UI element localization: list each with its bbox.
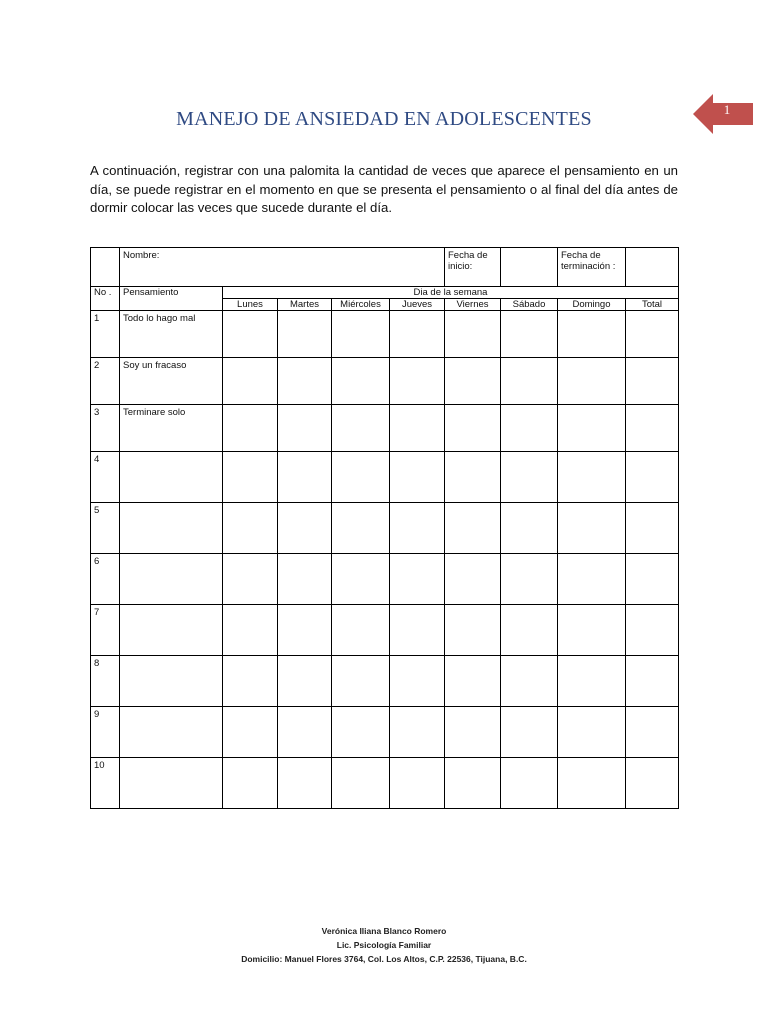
tally-cell[interactable] bbox=[626, 707, 679, 758]
table-subheader-row bbox=[91, 287, 679, 299]
tally-cell[interactable] bbox=[501, 503, 558, 554]
tally-cell[interactable] bbox=[390, 311, 445, 358]
tally-cell[interactable] bbox=[501, 358, 558, 405]
thought-cell[interactable]: Terminare solo bbox=[120, 405, 223, 452]
fecha-terminacion-label: Fecha de terminación : bbox=[558, 248, 626, 287]
tally-cell[interactable] bbox=[558, 405, 626, 452]
tally-cell[interactable] bbox=[445, 605, 501, 656]
row-number: 10 bbox=[91, 758, 120, 809]
tally-cell[interactable] bbox=[390, 452, 445, 503]
tally-cell[interactable] bbox=[223, 405, 278, 452]
table-row bbox=[91, 656, 679, 707]
tally-cell[interactable] bbox=[332, 503, 390, 554]
tally-cell[interactable] bbox=[332, 452, 390, 503]
day-header-miercoles: Miércoles bbox=[332, 299, 390, 311]
tally-cell[interactable] bbox=[390, 707, 445, 758]
row-number: 5 bbox=[91, 503, 120, 554]
tally-cell[interactable] bbox=[558, 311, 626, 358]
row-number: 4 bbox=[91, 452, 120, 503]
tally-cell[interactable] bbox=[223, 311, 278, 358]
tally-cell[interactable] bbox=[626, 605, 679, 656]
tally-cell[interactable] bbox=[223, 605, 278, 656]
tally-cell[interactable] bbox=[390, 758, 445, 809]
tally-cell[interactable] bbox=[558, 358, 626, 405]
tally-cell[interactable] bbox=[501, 311, 558, 358]
footer-name: Verónica Iliana Blanco Romero bbox=[321, 926, 447, 936]
tally-cell[interactable] bbox=[626, 554, 679, 605]
footer-address: Domicilio: Manuel Flores 3764, Col. Los Altos, C.P. 22536, Tijuana, B.C. bbox=[241, 954, 527, 964]
table-row bbox=[91, 452, 679, 503]
table-row bbox=[91, 358, 679, 405]
nombre-label: Nombre: bbox=[123, 250, 160, 261]
table-row bbox=[91, 758, 679, 809]
no-header: No . bbox=[91, 287, 120, 311]
tally-cell[interactable] bbox=[626, 452, 679, 503]
tally-cell[interactable] bbox=[332, 707, 390, 758]
tally-cell[interactable] bbox=[501, 656, 558, 707]
tally-cell[interactable] bbox=[223, 656, 278, 707]
tally-cell[interactable] bbox=[445, 358, 501, 405]
thought-cell[interactable] bbox=[120, 605, 223, 656]
thought-cell[interactable] bbox=[120, 707, 223, 758]
tally-cell[interactable] bbox=[332, 554, 390, 605]
tally-cell[interactable] bbox=[332, 405, 390, 452]
tally-cell[interactable] bbox=[332, 358, 390, 405]
table-header-row bbox=[91, 248, 679, 287]
footer bbox=[0, 924, 768, 966]
thought-cell[interactable] bbox=[120, 503, 223, 554]
tally-cell[interactable] bbox=[626, 656, 679, 707]
tally-cell[interactable] bbox=[445, 311, 501, 358]
fecha-inicio-field[interactable] bbox=[501, 248, 558, 287]
tally-cell[interactable] bbox=[445, 554, 501, 605]
tally-cell[interactable] bbox=[278, 758, 332, 809]
table-row bbox=[91, 605, 679, 656]
tally-cell[interactable] bbox=[626, 405, 679, 452]
tally-cell[interactable] bbox=[223, 554, 278, 605]
tally-cell[interactable] bbox=[501, 452, 558, 503]
tally-cell[interactable] bbox=[223, 758, 278, 809]
tally-cell[interactable] bbox=[278, 707, 332, 758]
tally-cell[interactable] bbox=[278, 452, 332, 503]
tally-cell[interactable] bbox=[558, 656, 626, 707]
day-header-martes: Martes bbox=[278, 299, 332, 311]
tally-cell[interactable] bbox=[558, 554, 626, 605]
tally-cell[interactable] bbox=[558, 503, 626, 554]
row-number: 2 bbox=[91, 358, 120, 405]
day-header-lunes: Lunes bbox=[223, 299, 278, 311]
tally-cell[interactable] bbox=[445, 452, 501, 503]
tally-cell[interactable] bbox=[445, 503, 501, 554]
thought-cell[interactable] bbox=[120, 656, 223, 707]
row-number: 3 bbox=[91, 405, 120, 452]
thought-cell[interactable] bbox=[120, 452, 223, 503]
thought-cell[interactable]: Todo lo hago mal bbox=[120, 311, 223, 358]
tally-cell[interactable] bbox=[558, 758, 626, 809]
table-body bbox=[91, 311, 679, 809]
tally-cell[interactable] bbox=[390, 503, 445, 554]
row-number: 9 bbox=[91, 707, 120, 758]
tally-cell[interactable] bbox=[445, 758, 501, 809]
row-number: 7 bbox=[91, 605, 120, 656]
table-row bbox=[91, 707, 679, 758]
tally-cell[interactable] bbox=[501, 707, 558, 758]
tally-cell[interactable] bbox=[501, 554, 558, 605]
tally-cell[interactable] bbox=[278, 605, 332, 656]
day-header-jueves: Jueves bbox=[390, 299, 445, 311]
row-number: 6 bbox=[91, 554, 120, 605]
fecha-inicio-label: Fecha de inicio: bbox=[445, 248, 501, 287]
table-row bbox=[91, 503, 679, 554]
intro-paragraph: A continuación, registrar con una palomita la cantidad de veces que aparece el pensamiento en un día, se puede registrar en el momento en que se presenta el pensamiento o al final del día antes de dormir colocar las veces que sucede durante el día. bbox=[90, 163, 678, 215]
footer-degree: Lic. Psicología Familiar bbox=[336, 940, 432, 950]
page-number: 1 bbox=[723, 102, 731, 117]
tally-cell[interactable] bbox=[332, 311, 390, 358]
tally-cell[interactable] bbox=[445, 656, 501, 707]
tally-cell[interactable] bbox=[501, 758, 558, 809]
day-header-sabado: Sábado bbox=[501, 299, 558, 311]
tally-cell[interactable] bbox=[558, 605, 626, 656]
tally-cell[interactable] bbox=[626, 758, 679, 809]
tally-cell[interactable] bbox=[223, 358, 278, 405]
row-number: 1 bbox=[91, 311, 120, 358]
day-header-domingo: Domingo bbox=[558, 299, 626, 311]
tally-cell[interactable] bbox=[278, 554, 332, 605]
tally-cell[interactable] bbox=[278, 656, 332, 707]
tally-cell[interactable] bbox=[626, 358, 679, 405]
thought-cell[interactable] bbox=[120, 554, 223, 605]
tally-cell[interactable] bbox=[278, 405, 332, 452]
table-row bbox=[91, 405, 679, 452]
tally-cell[interactable] bbox=[390, 605, 445, 656]
tally-cell[interactable] bbox=[332, 656, 390, 707]
pensamiento-header: Pensamiento bbox=[120, 287, 223, 311]
tally-cell[interactable] bbox=[278, 311, 332, 358]
page-title: MANEJO DE ANSIEDAD EN ADOLESCENTES bbox=[176, 108, 592, 130]
empty-cell bbox=[91, 248, 120, 287]
tally-cell[interactable] bbox=[445, 707, 501, 758]
day-header-total: Total bbox=[626, 299, 679, 311]
thought-cell[interactable]: Soy un fracaso bbox=[120, 358, 223, 405]
tally-cell[interactable] bbox=[332, 758, 390, 809]
nombre-cell[interactable] bbox=[120, 248, 445, 287]
thought-cell[interactable] bbox=[120, 758, 223, 809]
table-row bbox=[91, 311, 679, 358]
fecha-terminacion-field[interactable] bbox=[626, 248, 679, 287]
tally-cell[interactable] bbox=[626, 311, 679, 358]
tally-cell[interactable] bbox=[558, 452, 626, 503]
tally-cell[interactable] bbox=[278, 358, 332, 405]
tally-cell[interactable] bbox=[223, 503, 278, 554]
tally-cell[interactable] bbox=[332, 605, 390, 656]
tally-cell[interactable] bbox=[445, 405, 501, 452]
row-number: 8 bbox=[91, 656, 120, 707]
tally-cell[interactable] bbox=[390, 554, 445, 605]
tally-cell[interactable] bbox=[501, 405, 558, 452]
tally-cell[interactable] bbox=[501, 605, 558, 656]
tally-cell[interactable] bbox=[223, 707, 278, 758]
tally-cell[interactable] bbox=[626, 503, 679, 554]
tally-cell[interactable] bbox=[278, 503, 332, 554]
tally-cell[interactable] bbox=[223, 452, 278, 503]
table-row bbox=[91, 554, 679, 605]
tally-cell[interactable] bbox=[390, 358, 445, 405]
thought-log-table bbox=[90, 247, 679, 809]
dia-semana-header: Dia de la semana bbox=[223, 287, 679, 299]
tally-cell[interactable] bbox=[390, 656, 445, 707]
day-header-viernes: Viernes bbox=[445, 299, 501, 311]
tally-cell[interactable] bbox=[390, 405, 445, 452]
tally-cell[interactable] bbox=[558, 707, 626, 758]
